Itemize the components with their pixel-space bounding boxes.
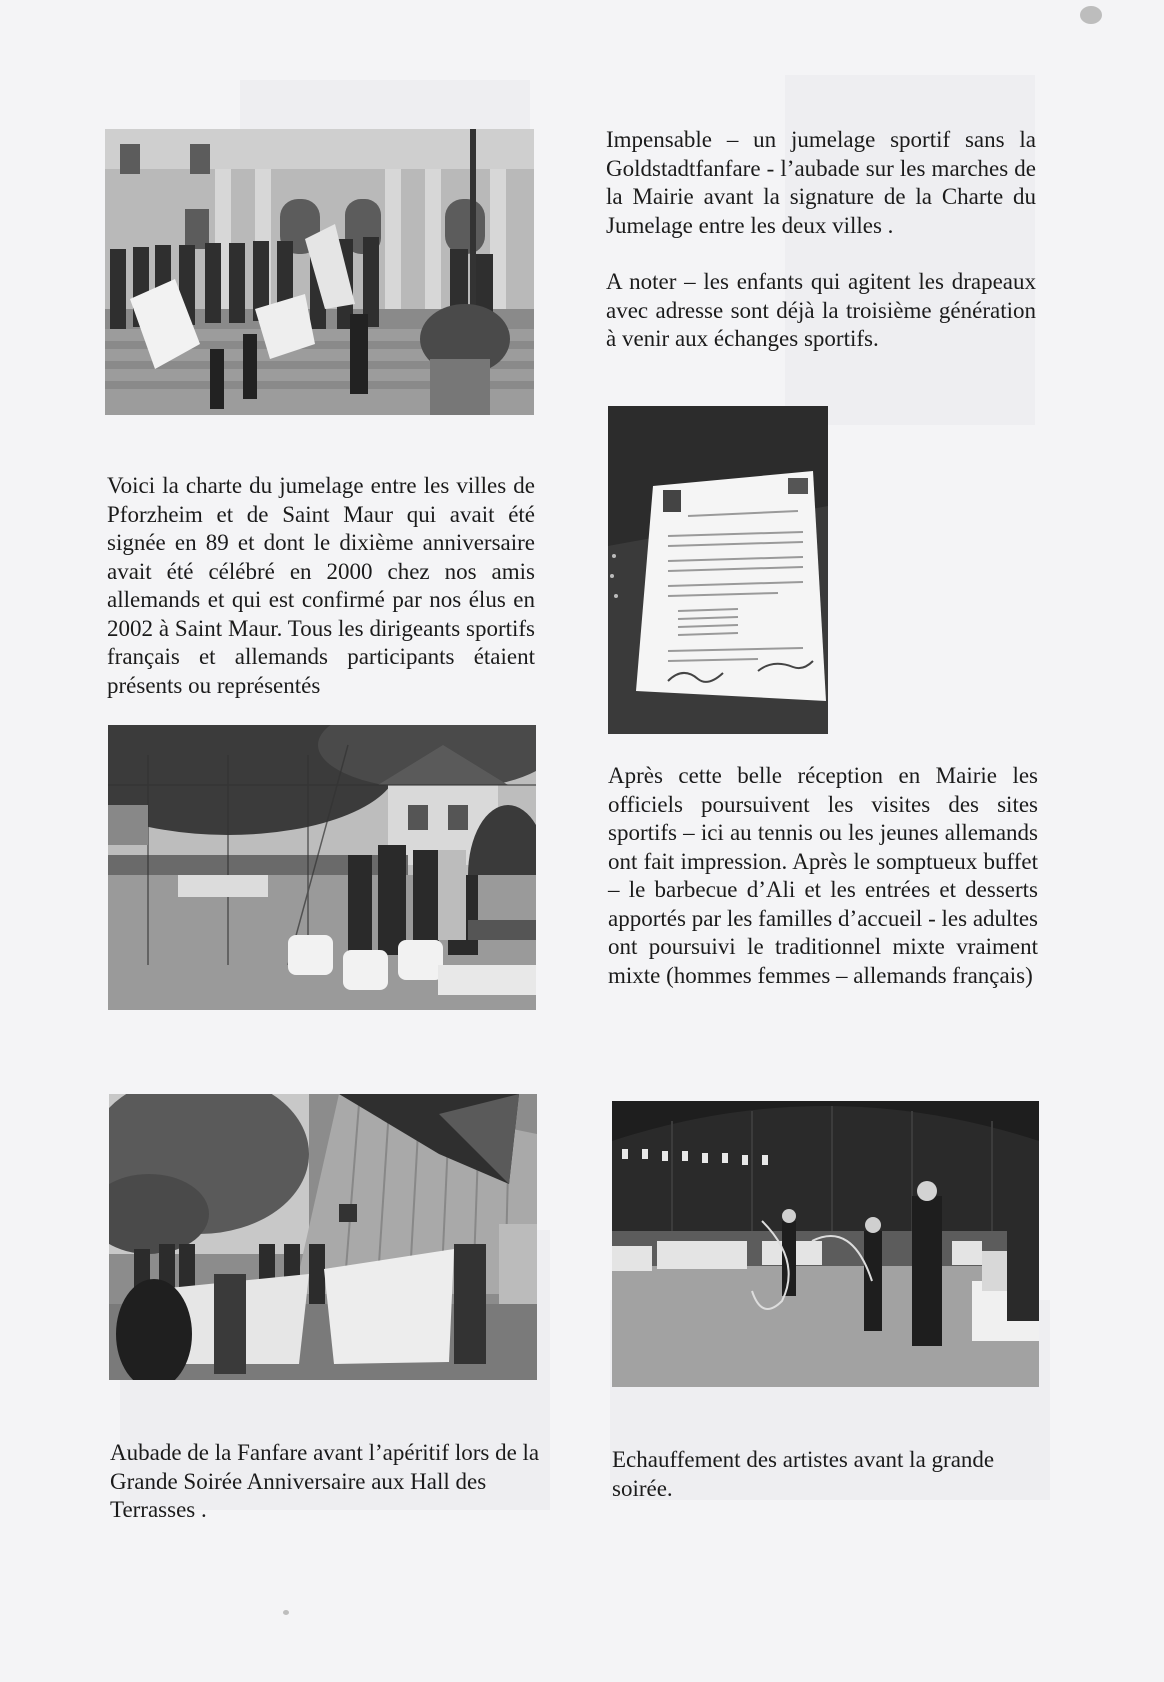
paragraph-charte: Voici la charte du jumelage entre les villes de Pforzheim et de Saint Maur qui avait été signée en 89 et dont le dixième anniversaire avait été célébré en 2000 chez nos amis allemands et qui est confirmé par nos élus en 2002 à Saint Maur. Tous les dirigeants sportifs français et allemands participants étaient présents ou représentés bbox=[107, 473, 535, 698]
photo-fanfare-mairie bbox=[105, 129, 534, 415]
paragraph-reception: Après cette belle réception en Mairie les officiels poursuivent les visites des sites sportifs – ici au tennis ou les jeunes allemands ont fait impression. Après le somptueux buffet – le barbecue d’Ali et les entrées et desserts apportés par les familles d’accueil - les adultes ont poursuivi le traditionnel mixte vraiment mixte (hommes femmes – allemands français) bbox=[608, 763, 1038, 988]
paragraph-enfants-drapeaux: A noter – les enfants qui agitent les drapeaux avec adresse sont déjà la troisième génération à venir aux échanges sportifs. bbox=[606, 269, 1036, 351]
photo-aubade-fanfare bbox=[109, 1094, 537, 1380]
caption-aubade: Aubade de la Fanfare avant l’apéritif lors de la Grande Soirée Anniversaire aux Hall des Terrasses . bbox=[110, 1440, 540, 1522]
photo-tennis bbox=[108, 725, 536, 1010]
scan-speck bbox=[283, 1610, 289, 1615]
paragraph-fanfare-marches: Impensable – un jumelage sportif sans la Goldstadtfanfare - l’aubade sur les marches de la Mairie avant la signature de la Charte du Jumelage entre les deux villes . bbox=[606, 127, 1036, 238]
photo-echauffement bbox=[612, 1101, 1039, 1387]
scan-speck bbox=[1080, 6, 1102, 24]
photo-charte-jumelage bbox=[608, 406, 828, 734]
caption-echauffement: Echauffement des artistes avant la grande soirée. bbox=[612, 1447, 995, 1501]
